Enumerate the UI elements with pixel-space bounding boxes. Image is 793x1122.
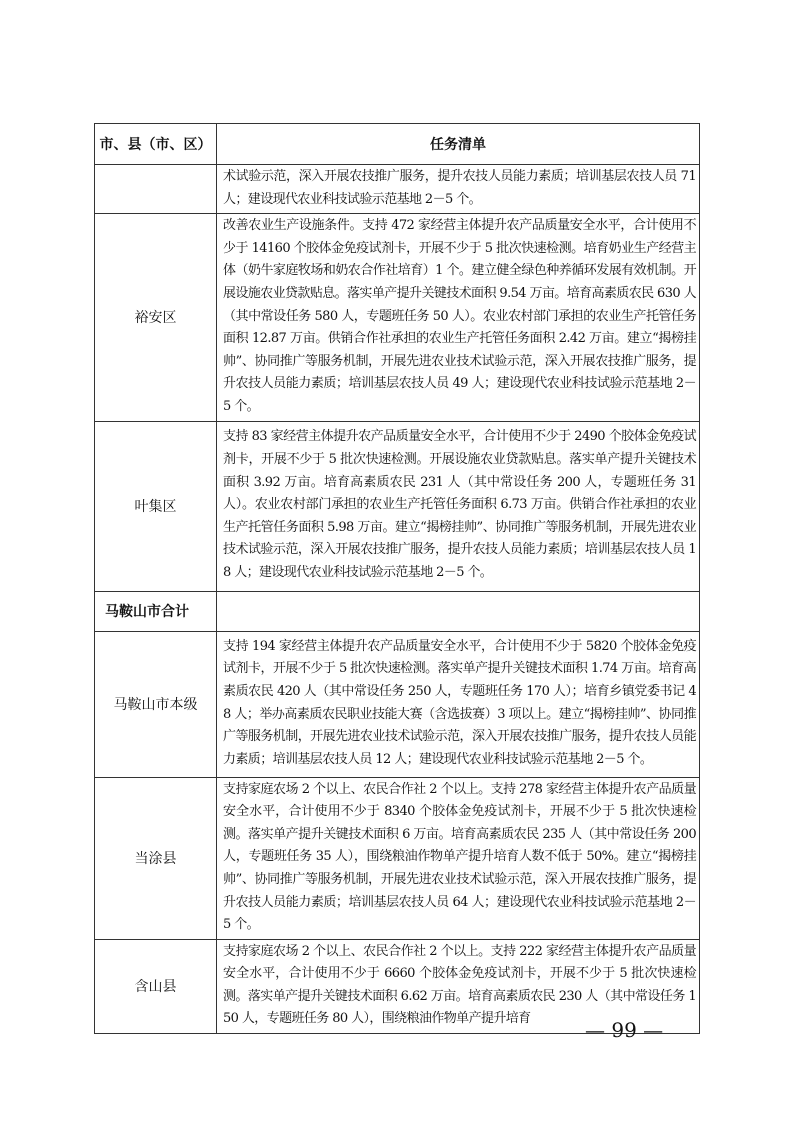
- region-cell: 裕安区: [95, 214, 217, 421]
- table-row: [95, 165, 700, 214]
- table-body: [95, 165, 700, 1034]
- page-number: — 99 —: [585, 1018, 664, 1042]
- table-row: [95, 214, 700, 421]
- header-region: 市、县（市、区）: [95, 124, 217, 165]
- table-row: [95, 421, 700, 591]
- task-cell: 支持 194 家经营主体提升农产品质量安全水平，合计使用不少于 5820 个胶体金免疫试剂卡，开展不少于 5 批次快速检测。落实单产提升关键技术面积 1.74 万亩。培育高素质农民 420 人（其中常设任务 250 人，专题班任务 170 人）；培育乡镇党委书记 48 人；举办高素质农民职业技能大赛（含选拔赛）3 项以上。建立“揭榜挂帅”、协同推广等服务机制，开展先进农业技术试验示范，深入开展农技推广服务，提升农技人员能力素质；培训基层农技人员 12 人；建设现代农业科技试验示范基地 2－5 个。: [217, 631, 700, 777]
- table-row: [95, 777, 700, 939]
- region-cell: 叶集区: [95, 421, 217, 591]
- task-cell: 支持 83 家经营主体提升农产品质量安全水平，合计使用不少于 2490 个胶体金免疫试剂卡，开展不少于 5 批次快速检测。开展设施农业贷款贴息。落实单产提升关键技术面积 3.92 万亩。培育高素质农民 231 人（其中常设任务 200 人，专题班任务 31 人）。农业农村部门承担的农业生产托管任务面积 6.73 万亩。供销合作社承担的农业生产托管任务面积 5.98 万亩。建立“揭榜挂帅”、协同推广等服务机制，开展先进农业技术试验示范，深入开展农技推广服务，提升农技人员能力素质；培训基层农技人员 18 人；建设现代农业科技试验示范基地 2－5 个。: [217, 421, 700, 591]
- task-cell: 支持家庭农场 2 个以上、农民合作社 2 个以上。支持 278 家经营主体提升农产品质量安全水平，合计使用不少于 8340 个胶体金免疫试剂卡，开展不少于 5 批次快速检测。落实单产提升关键技术面积 6 万亩。培育高素质农民 235 人（其中常设任务 200 人，专题班任务 35 人），围绕粮油作物单产提升培育人数不低于 50%。建立“揭榜挂帅”、协同推广等服务机制，开展先进农业技术试验示范，深入开展农技推广服务，提升农技人员能力素质；培训基层农技人员 64 人；建设现代农业科技试验示范基地 2－5 个。: [217, 777, 700, 939]
- region-cell: 含山县: [95, 939, 217, 1033]
- region-cell: [95, 165, 217, 214]
- table-row: [95, 631, 700, 777]
- task-cell: 支持家庭农场 2 个以上、农民合作社 2 个以上。支持 222 家经营主体提升农产品质量安全水平，合计使用不少于 6660 个胶体金免疫试剂卡，开展不少于 5 批次快速检测。落实单产提升关键技术面积 6.62 万亩。培育高素质农民 230 人（其中常设任务 150 人，专题班任务 80 人），围绕粮油作物单产提升培育: [217, 939, 700, 1033]
- task-cell: 术试验示范，深入开展农技推广服务，提升农技人员能力素质；培训基层农技人员 71 人；建设现代农业科技试验示范基地 2－5 个。: [217, 165, 700, 214]
- task-table: [94, 123, 700, 1034]
- task-cell: 改善农业生产设施条件。支持 472 家经营主体提升农产品质量安全水平，合计使用不少于 14160 个胶体金免疫试剂卡，开展不少于 5 批次快速检测。培育奶业生产经营主体（奶牛家庭牧场和奶农合作社培育）1 个。建立健全绿色种养循环发展有效机制。开展设施农业贷款贴息。落实单产提升关键技术面积 9.54 万亩。培育高素质农民 630 人（其中常设任务 580 人，专题班任务 50 人）。农业农村部门承担的农业生产托管任务面积 12.87 万亩。供销合作社承担的农业生产托管任务面积 2.42 万亩。建立“揭榜挂帅”、协同推广等服务机制，开展先进农业技术试验示范，深入开展农技推广服务，提升农技人员能力素质；培训基层农技人员 49 人；建设现代农业科技试验示范基地 2－5 个。: [217, 214, 700, 421]
- city-total-cell: 马鞍山市合计: [95, 591, 217, 631]
- region-cell: 马鞍山市本级: [95, 631, 217, 777]
- region-cell: 当涂县: [95, 777, 217, 939]
- header-tasks: 任务清单: [217, 124, 700, 165]
- table-row: [95, 591, 700, 631]
- table-header-row: [95, 124, 700, 165]
- task-cell: [217, 591, 700, 631]
